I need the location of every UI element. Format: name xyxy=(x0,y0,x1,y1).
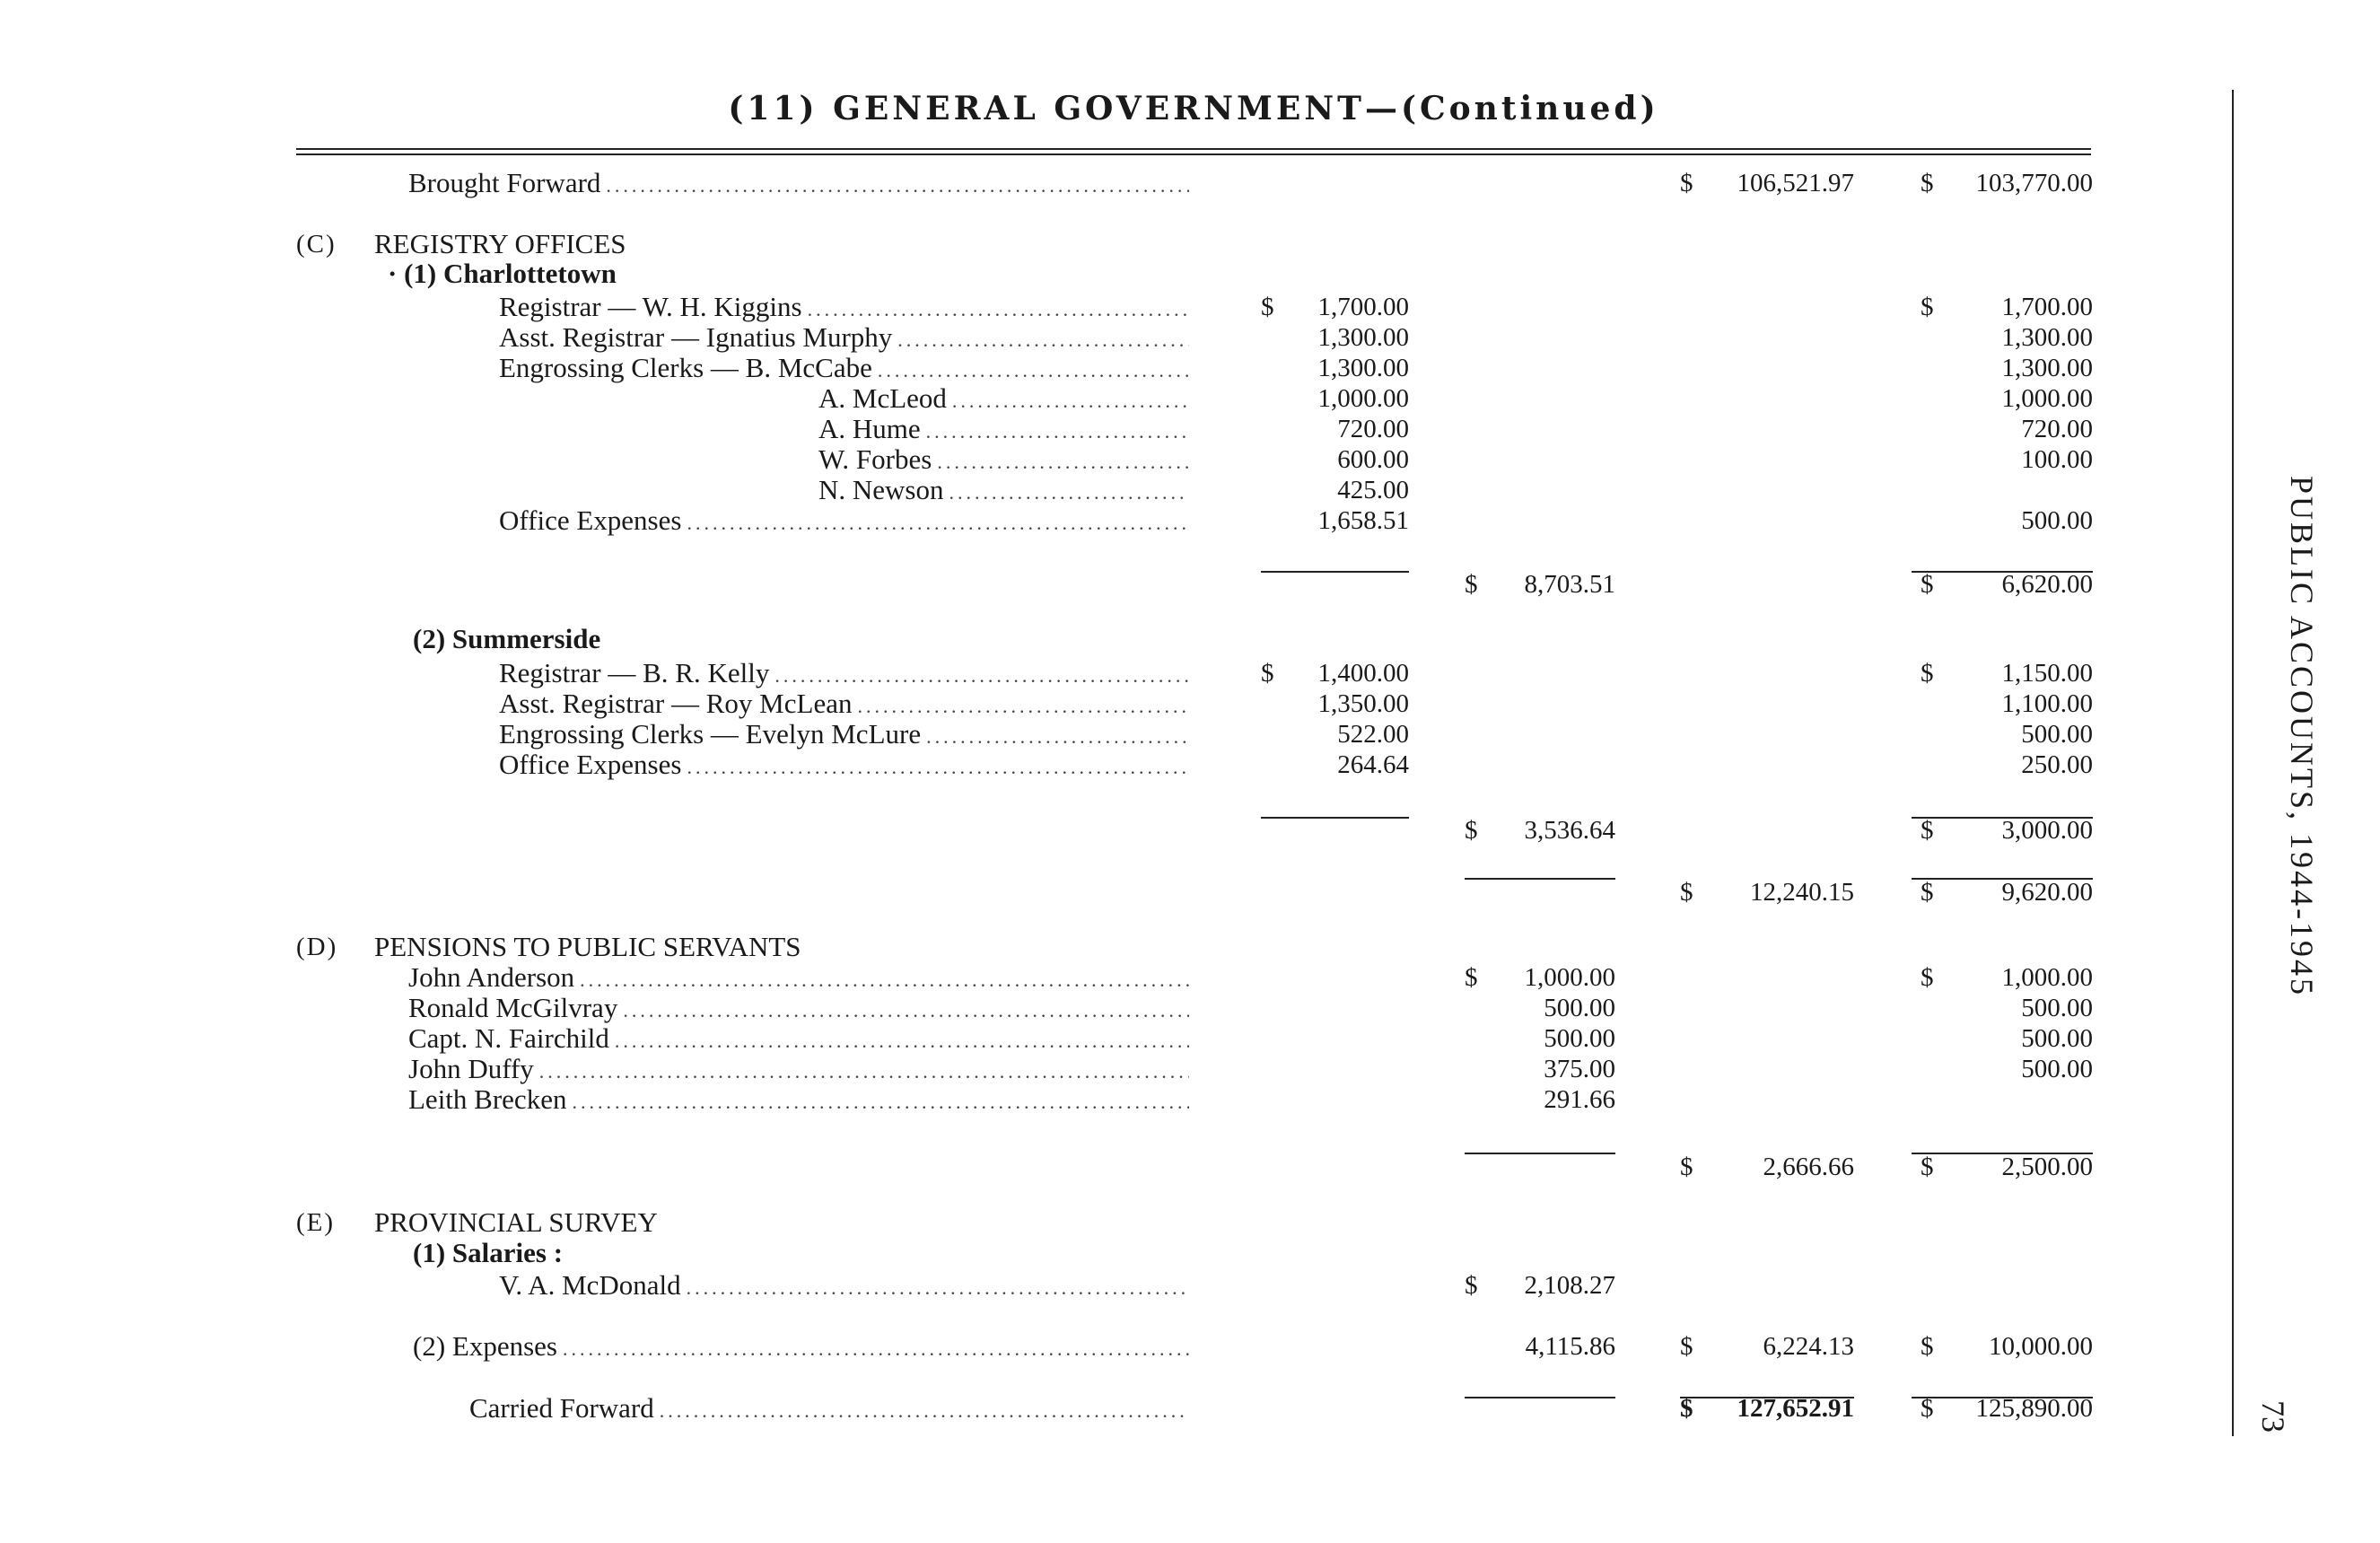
dollar-sign: $ xyxy=(1680,1153,1693,1181)
subtotal-rule xyxy=(1261,571,1409,573)
page-number: 73 xyxy=(2255,1400,2291,1433)
dot-leader xyxy=(660,1396,1189,1426)
line-label: Brought Forward xyxy=(408,167,601,198)
label-cell xyxy=(408,1084,1189,1118)
label-cell xyxy=(818,444,1189,478)
line-label: · (1) Charlottetown xyxy=(388,258,617,289)
ledger-line xyxy=(0,322,2380,353)
amount-c1: 425.00 xyxy=(1337,476,1409,504)
label-cell xyxy=(408,962,1189,995)
line-label: Office Expenses xyxy=(499,504,682,536)
label-cell xyxy=(413,1238,563,1268)
dot-leader xyxy=(623,995,1189,1026)
label-cell xyxy=(499,1270,1189,1303)
ledger-line xyxy=(0,569,2380,600)
line-label: V. A. McDonald xyxy=(499,1269,681,1301)
amount-c1: 522.00 xyxy=(1337,720,1409,749)
amount-c2: 3,536.64 xyxy=(1524,816,1615,845)
line-label: Engrossing Clerks — Evelyn McLure xyxy=(499,718,922,750)
section-code: (D) xyxy=(296,933,338,961)
dollar-sign: $ xyxy=(1465,570,1478,599)
dot-leader xyxy=(687,1273,1189,1303)
amount-c3: 2,666.66 xyxy=(1763,1153,1854,1181)
amount-c3: 12,240.15 xyxy=(1750,878,1854,907)
header-rule-bottom xyxy=(296,153,2091,155)
line-label: PROVINCIAL SURVEY xyxy=(374,1206,658,1238)
dollar-sign: $ xyxy=(1921,293,1934,321)
amount-c4: 1,150.00 xyxy=(2001,659,2093,688)
subtotal-rule xyxy=(1912,878,2093,880)
dot-leader xyxy=(937,447,1189,478)
label-cell xyxy=(499,292,1189,325)
amount-c2: 2,108.27 xyxy=(1524,1271,1615,1300)
label-cell xyxy=(408,1054,1189,1087)
amount-c1: 1,658.51 xyxy=(1317,506,1409,535)
label-cell xyxy=(413,624,600,654)
amount-c4: 100.00 xyxy=(2021,445,2093,474)
subtotal-rule xyxy=(1912,571,2093,573)
dot-leader xyxy=(926,416,1189,447)
label-cell xyxy=(408,1023,1189,1056)
amount-c4: 2,500.00 xyxy=(2001,1153,2093,1181)
amount-c1: 1,400.00 xyxy=(1317,659,1409,688)
line-label: A. Hume xyxy=(818,413,921,444)
amount-c4: 500.00 xyxy=(2021,994,2093,1022)
dot-leader xyxy=(857,691,1189,722)
amount-c3: 6,224.13 xyxy=(1763,1332,1854,1361)
amount-c1: 264.64 xyxy=(1337,750,1409,779)
dollar-sign: $ xyxy=(1261,293,1274,321)
amount-c2: 291.66 xyxy=(1544,1085,1615,1114)
ledger-line xyxy=(0,1054,2380,1084)
amount-c4: 500.00 xyxy=(2021,720,2093,749)
ledger-line xyxy=(0,353,2380,383)
dot-leader xyxy=(539,1056,1189,1087)
ledger-line xyxy=(0,229,2380,259)
label-cell xyxy=(499,322,1189,355)
ledger-line xyxy=(0,932,2380,962)
dollar-sign: $ xyxy=(1921,1394,1934,1423)
section-code: (C) xyxy=(296,230,337,259)
amount-c4: 500.00 xyxy=(2021,1024,2093,1053)
subtotal-rule xyxy=(1912,1397,2093,1398)
section-code: (E) xyxy=(296,1208,336,1237)
dollar-sign: $ xyxy=(1465,816,1478,845)
line-label: Leith Brecken xyxy=(408,1083,567,1115)
amount-c4: 10,000.00 xyxy=(1989,1332,2093,1361)
dot-leader xyxy=(952,386,1189,416)
subtotal-rule xyxy=(1465,1153,1615,1154)
ledger-line xyxy=(0,719,2380,750)
dot-leader xyxy=(774,661,1189,691)
ledger-line xyxy=(0,1331,2380,1362)
line-label: N. Newson xyxy=(818,474,944,505)
line-label: (2) Expenses xyxy=(413,1330,557,1362)
dollar-sign: $ xyxy=(1921,570,1934,599)
running-title: PUBLIC ACCOUNTS, 1944-1945 xyxy=(2284,476,2320,998)
amount-c4: 103,770.00 xyxy=(1975,169,2093,197)
label-cell xyxy=(408,993,1189,1026)
amount-c1: 1,350.00 xyxy=(1317,689,1409,718)
label-cell xyxy=(374,1207,658,1238)
margin-rule xyxy=(2232,90,2234,1436)
dollar-sign: $ xyxy=(1921,1153,1934,1181)
label-cell xyxy=(499,505,1189,539)
dollar-sign: $ xyxy=(1261,659,1274,688)
dollar-sign: $ xyxy=(1680,1332,1693,1361)
ledger-line xyxy=(0,383,2380,414)
subtotal-rule xyxy=(1465,878,1615,880)
line-label: Engrossing Clerks — B. McCabe xyxy=(499,352,872,383)
ledger-line xyxy=(0,962,2380,993)
ledger-line xyxy=(0,168,2380,198)
amount-c1: 720.00 xyxy=(1337,415,1409,443)
dollar-sign: $ xyxy=(1921,1332,1934,1361)
dollar-sign: $ xyxy=(1921,169,1934,197)
line-label: Registrar — B. R. Kelly xyxy=(499,657,770,688)
ledger-line xyxy=(0,259,2380,289)
ledger-line xyxy=(0,1207,2380,1238)
dot-leader xyxy=(687,508,1189,539)
amount-c3: 127,652.91 xyxy=(1737,1394,1854,1423)
ledger-line xyxy=(0,505,2380,536)
line-label: John Anderson xyxy=(408,961,575,993)
line-label: PENSIONS TO PUBLIC SERVANTS xyxy=(374,931,801,962)
dot-leader xyxy=(563,1334,1189,1364)
line-label: A. McLeod xyxy=(818,382,947,414)
ledger-line xyxy=(0,993,2380,1023)
label-cell xyxy=(388,259,617,289)
subtotal-rule xyxy=(1912,817,2093,819)
dollar-sign: $ xyxy=(1921,878,1934,907)
dot-leader xyxy=(926,722,1189,752)
label-cell xyxy=(818,383,1189,416)
ledger-line xyxy=(0,750,2380,780)
amount-c3: 106,521.97 xyxy=(1737,169,1854,197)
amount-c4: 1,100.00 xyxy=(2001,689,2093,718)
line-label: (2) Summerside xyxy=(413,623,601,654)
ledger-line xyxy=(0,658,2380,688)
label-cell xyxy=(499,353,1189,386)
ledger-line xyxy=(0,1270,2380,1301)
amount-c2: 4,115.86 xyxy=(1525,1332,1615,1361)
amount-c4: 9,620.00 xyxy=(2001,878,2093,907)
dollar-sign: $ xyxy=(1680,878,1693,907)
subtotal-rule xyxy=(1912,1153,2093,1154)
ledger-line xyxy=(0,292,2380,322)
line-label: (1) Salaries : xyxy=(413,1237,564,1268)
dot-leader xyxy=(615,1026,1189,1056)
amount-c4: 1,700.00 xyxy=(2001,293,2093,321)
ledger-line xyxy=(0,688,2380,719)
amount-c4: 1,000.00 xyxy=(2001,384,2093,413)
amount-c4: 125,890.00 xyxy=(1975,1394,2093,1423)
amount-c1: 1,700.00 xyxy=(1317,293,1409,321)
line-label: Asst. Registrar — Roy McLean xyxy=(499,688,853,719)
line-label: Ronald McGilvray xyxy=(408,992,618,1023)
label-cell xyxy=(818,475,1189,508)
amount-c2: 500.00 xyxy=(1544,994,1615,1022)
dot-leader xyxy=(687,752,1189,783)
amount-c4: 3,000.00 xyxy=(2001,816,2093,845)
label-cell xyxy=(413,1331,1189,1364)
label-cell xyxy=(408,168,1189,201)
dollar-sign: $ xyxy=(1465,1271,1478,1300)
ledger-line xyxy=(0,414,2380,444)
label-cell xyxy=(818,414,1189,447)
dollar-sign: $ xyxy=(1921,659,1934,688)
ledger-line xyxy=(0,624,2380,654)
amount-c2: 500.00 xyxy=(1544,1024,1615,1053)
label-cell xyxy=(374,229,626,259)
header-rule-top xyxy=(296,148,2091,150)
amount-c4: 1,300.00 xyxy=(2001,354,2093,382)
line-label: Capt. N. Fairchild xyxy=(408,1022,609,1054)
label-cell xyxy=(499,658,1189,691)
subtotal-rule xyxy=(1680,1397,1854,1398)
amount-c1: 1,300.00 xyxy=(1317,323,1409,352)
label-cell xyxy=(499,750,1189,783)
subtotal-rule xyxy=(1261,817,1409,819)
amount-c2: 8,703.51 xyxy=(1524,570,1615,599)
amount-c1: 1,000.00 xyxy=(1317,384,1409,413)
line-label: REGISTRY OFFICES xyxy=(374,228,626,259)
amount-c1: 1,300.00 xyxy=(1317,354,1409,382)
dollar-sign: $ xyxy=(1465,963,1478,992)
dot-leader xyxy=(572,1087,1189,1118)
ledger-line xyxy=(0,877,2380,907)
dot-leader xyxy=(808,294,1189,325)
label-cell xyxy=(469,1393,1189,1426)
dot-leader xyxy=(878,355,1189,386)
amount-c2: 375.00 xyxy=(1544,1055,1615,1083)
amount-c4: 500.00 xyxy=(2021,506,2093,535)
amount-c4: 6,620.00 xyxy=(2001,570,2093,599)
dot-leader xyxy=(949,478,1190,508)
subtotal-rule xyxy=(1465,1397,1615,1398)
dollar-sign: $ xyxy=(1680,169,1693,197)
ledger-line xyxy=(0,1152,2380,1182)
label-cell xyxy=(499,688,1189,722)
page-title: (11) GENERAL GOVERNMENT—(Continued) xyxy=(728,90,1659,127)
line-label: John Duffy xyxy=(408,1053,534,1084)
line-label: Carried Forward xyxy=(469,1392,654,1424)
dot-leader xyxy=(606,171,1189,201)
amount-c4: 1,300.00 xyxy=(2001,323,2093,352)
line-label: Registrar — W. H. Kiggins xyxy=(499,291,802,322)
line-label: Office Expenses xyxy=(499,749,682,780)
ledger-line xyxy=(0,444,2380,475)
ledger-line xyxy=(0,815,2380,846)
line-label: W. Forbes xyxy=(818,443,932,475)
amount-c4: 500.00 xyxy=(2021,1055,2093,1083)
amount-c4: 1,000.00 xyxy=(2001,963,2093,992)
dot-leader xyxy=(580,965,1189,995)
line-label: Asst. Registrar — Ignatius Murphy xyxy=(499,321,893,353)
dot-leader xyxy=(897,325,1189,355)
label-cell xyxy=(374,932,801,962)
amount-c1: 600.00 xyxy=(1337,445,1409,474)
amount-c4: 250.00 xyxy=(2021,750,2093,779)
amount-c4: 720.00 xyxy=(2021,415,2093,443)
dollar-sign: $ xyxy=(1680,1394,1693,1423)
dollar-sign: $ xyxy=(1921,816,1934,845)
ledger-line xyxy=(0,475,2380,505)
label-cell xyxy=(499,719,1189,752)
dollar-sign: $ xyxy=(1921,963,1934,992)
ledger-line xyxy=(0,1023,2380,1054)
amount-c2: 1,000.00 xyxy=(1524,963,1615,992)
ledger-line xyxy=(0,1084,2380,1115)
ledger-line xyxy=(0,1238,2380,1268)
